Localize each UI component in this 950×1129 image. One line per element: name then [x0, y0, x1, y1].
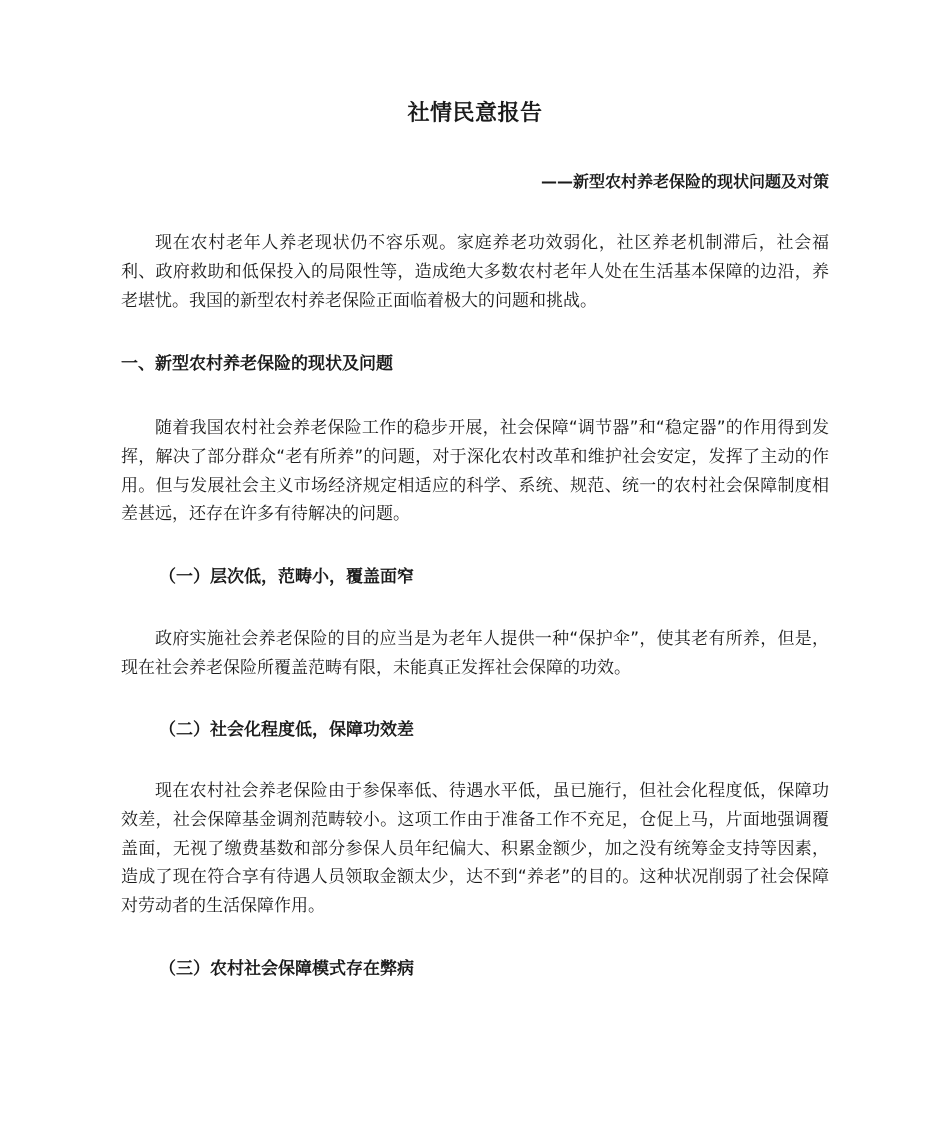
subsection-paragraph-1: 政府实施社会养老保险的目的应当是为老年人提供一种“保护伞”，使其老有所养，但是，现在社会养老保险所覆盖范畴有限，未能真正发挥社会保障的功效。	[121, 629, 829, 678]
section-heading: 一、新型农村养老保险的现状及问题	[121, 354, 393, 374]
subsection-paragraph-2: 现在农村社会养老保险由于参保率低、待遇水平低，虽已施行，但社会化程度低，保障功效差，社会保障基金调剂范畴较小。这项工作由于准备工作不充足，仓促上马，片面地强调覆盖面，无视了缴费基数和部分参保人员年纪偏大、积累金额少，加之没有统筹金支持等因素，造成了现在符合享有待遇人员领取金额太少，达不到“养老”的目的。这种状况削弱了社会保障对劳动者的生活保障作用。	[121, 781, 829, 917]
subsection-heading-3: （三）农村社会保障模式存在弊病	[159, 959, 414, 979]
subsection-heading-2: （二）社会化程度低，保障功效差	[159, 720, 414, 740]
subsection-heading-1: （一）层次低，范畴小，覆盖面窄	[159, 567, 414, 587]
intro-paragraph: 现在农村老年人养老现状仍不容乐观。家庭养老功效弱化，社区养老机制滞后，社会福利、政府救助和低保投入的局限性等，造成绝大多数农村老年人处在生活基本保障的边沿，养老堪忧。我国的新型农村养老保险正面临着极大的问题和挑战。	[121, 233, 829, 311]
document-subtitle: ——新型农村养老保险的现状问题及对策	[540, 172, 829, 191]
section-paragraph: 随着我国农村社会养老保险工作的稳步开展，社会保障“调节器”和“稳定器”的作用得到发挥，解决了部分群众“老有所养”的问题，对于深化农村改革和维护社会安定，发挥了主动的作用。但与发展社会主义市场经济规定相适应的科学、系统、规范、统一的农村社会保障制度相差甚远，还存在许多有待解决的问题。	[121, 418, 829, 525]
document-title: 社情民意报告	[407, 101, 543, 126]
